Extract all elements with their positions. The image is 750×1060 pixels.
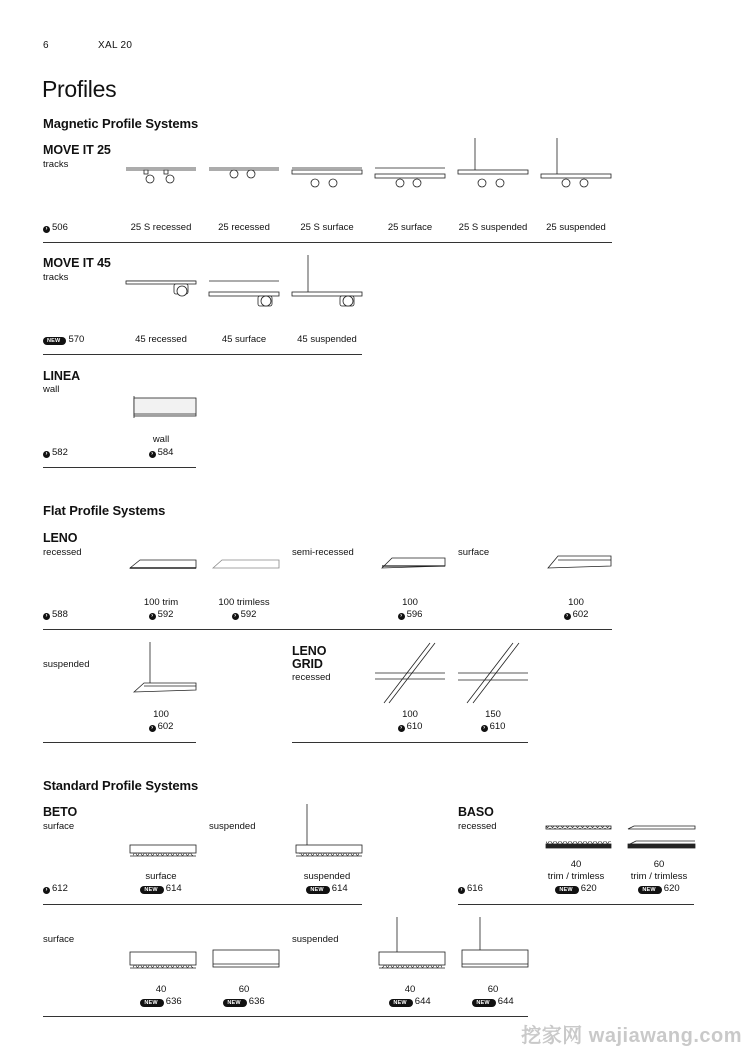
- move45-name: MOVE IT 45: [43, 256, 111, 270]
- beto-item-5-ref[interactable]: NEW 644: [375, 996, 445, 1007]
- arrow-right-icon: ›: [43, 613, 50, 620]
- baso-ref[interactable]: › 616: [458, 883, 483, 894]
- leno-grid-name-line2: GRID: [292, 657, 323, 671]
- move45-ref[interactable]: NEW 570: [43, 334, 84, 345]
- move25-variant-6: 25 suspended: [546, 222, 606, 233]
- beto-item-4-ref[interactable]: NEW 636: [209, 996, 279, 1007]
- page-number: 6: [43, 40, 49, 51]
- baso-item-1-line1: 40: [570, 859, 582, 870]
- leno-item-3-label: 100: [402, 597, 418, 608]
- arrow-right-icon: ›: [149, 725, 156, 732]
- baso-item-1-line2: trim / trimless: [547, 871, 605, 882]
- brand-name: XAL 20: [98, 40, 133, 51]
- arrow-right-icon: ›: [149, 613, 156, 620]
- watermark: 挖家网 wajiawang.com: [521, 1025, 742, 1047]
- leno-name: LENO: [43, 531, 78, 545]
- move25-variant-1: 25 S recessed: [130, 222, 192, 233]
- beto-item-2-ref[interactable]: NEW 614: [292, 883, 362, 894]
- leno-item-2-label: 100 trimless: [218, 597, 270, 608]
- linea-variant-label: wall: [152, 434, 170, 445]
- beto-item-3-label: 40: [155, 984, 167, 995]
- new-badge: NEW: [43, 337, 66, 345]
- leno-semi-recessed-label: semi-recessed: [292, 547, 354, 558]
- beto-item-1-label: surface: [145, 871, 177, 882]
- leno-item-5-ref[interactable]: › 602: [126, 721, 196, 732]
- baso-item-2-line2: trim / trimless: [630, 871, 688, 882]
- beto-name: BETO: [43, 805, 78, 819]
- beto-item-4-label: 60: [238, 984, 250, 995]
- section-heading-magnetic: Magnetic Profile Systems: [43, 116, 199, 131]
- leno-suspended-label: suspended: [43, 659, 90, 670]
- arrow-right-icon: ›: [43, 451, 50, 458]
- baso-item-1-ref[interactable]: NEW 620: [541, 883, 611, 894]
- leno-item-1-label: 100 trim: [143, 597, 179, 608]
- beto-surface-label-2: surface: [43, 934, 75, 945]
- leno-item-4-ref[interactable]: › 602: [541, 609, 611, 620]
- arrow-right-icon: ›: [149, 451, 156, 458]
- new-badge: NEW: [638, 886, 661, 894]
- new-badge: NEW: [472, 999, 495, 1007]
- linea-name: LINEA: [43, 369, 81, 383]
- new-badge: NEW: [223, 999, 246, 1007]
- arrow-right-icon: ›: [398, 725, 405, 732]
- leno-surface-label: surface: [458, 547, 490, 558]
- leno-item-2-ref[interactable]: › 592: [209, 609, 279, 620]
- baso-name: BASO: [458, 805, 494, 819]
- divider: [43, 904, 362, 905]
- section-heading-standard: Standard Profile Systems: [43, 778, 199, 793]
- leno-item-4-label: 100: [568, 597, 584, 608]
- leno-item-1-ref[interactable]: › 592: [126, 609, 196, 620]
- arrow-right-icon: ›: [481, 725, 488, 732]
- leno-ref[interactable]: › 588: [43, 609, 68, 620]
- beto-item-6-label: 60: [487, 984, 499, 995]
- beto-suspended-label: suspended: [209, 821, 256, 832]
- leno-item-5-label: 100: [153, 709, 169, 720]
- arrow-right-icon: ›: [458, 887, 465, 894]
- beto-item-2-label: suspended: [303, 871, 351, 882]
- leno-grid-name-line1: LENO: [292, 644, 327, 658]
- beto-suspended-label-2: suspended: [292, 934, 339, 945]
- move45-type: tracks: [43, 272, 69, 283]
- move45-variant-2: 45 surface: [221, 334, 267, 345]
- baso-type: recessed: [458, 821, 497, 832]
- move25-ref[interactable]: › 506: [43, 222, 68, 233]
- arrow-right-icon: ›: [43, 226, 50, 233]
- beto-item-6-ref[interactable]: NEW 644: [458, 996, 528, 1007]
- new-badge: NEW: [306, 886, 329, 894]
- new-badge: NEW: [140, 999, 163, 1007]
- move25-type: tracks: [43, 159, 69, 170]
- leno-grid-item-2-label: 150: [485, 709, 501, 720]
- leno-grid-item-1-label: 100: [402, 709, 418, 720]
- beto-item-1-ref[interactable]: NEW 614: [126, 883, 196, 894]
- baso-item-2-line1: 60: [653, 859, 665, 870]
- move25-variant-3: 25 S surface: [300, 222, 354, 233]
- beto-item-3-ref[interactable]: NEW 636: [126, 996, 196, 1007]
- leno-type: recessed: [43, 547, 82, 558]
- new-badge: NEW: [555, 886, 578, 894]
- arrow-right-icon: ›: [232, 613, 239, 620]
- divider: [458, 904, 694, 905]
- arrow-right-icon: ›: [398, 613, 405, 620]
- new-badge: NEW: [140, 886, 163, 894]
- move25-variant-5: 25 S suspended: [458, 222, 528, 233]
- move45-variant-3: 45 suspended: [297, 334, 357, 345]
- new-badge: NEW: [389, 999, 412, 1007]
- baso-item-2-ref[interactable]: NEW 620: [624, 883, 694, 894]
- move45-variant-1: 45 recessed: [135, 334, 187, 345]
- leno-grid-item-1-ref[interactable]: › 610: [375, 721, 445, 732]
- linea-type: wall: [43, 384, 60, 395]
- arrow-right-icon: ›: [43, 887, 50, 894]
- linea-variant-ref[interactable]: › 584: [126, 447, 196, 458]
- arrow-right-icon: ›: [564, 613, 571, 620]
- linea-ref[interactable]: › 582: [43, 447, 68, 458]
- page-title: Profiles: [42, 76, 117, 102]
- divider: [43, 1016, 528, 1017]
- leno-item-3-ref[interactable]: › 596: [375, 609, 445, 620]
- move25-variant-4: 25 surface: [387, 222, 433, 233]
- beto-item-5-label: 40: [404, 984, 416, 995]
- leno-grid-type: recessed: [292, 672, 331, 683]
- beto-ref[interactable]: › 612: [43, 883, 68, 894]
- move25-variant-2: 25 recessed: [218, 222, 270, 233]
- section-heading-flat: Flat Profile Systems: [43, 503, 166, 518]
- move25-name: MOVE IT 25: [43, 143, 111, 157]
- leno-grid-item-2-ref[interactable]: › 610: [458, 721, 528, 732]
- beto-surface-label: surface: [43, 821, 75, 832]
